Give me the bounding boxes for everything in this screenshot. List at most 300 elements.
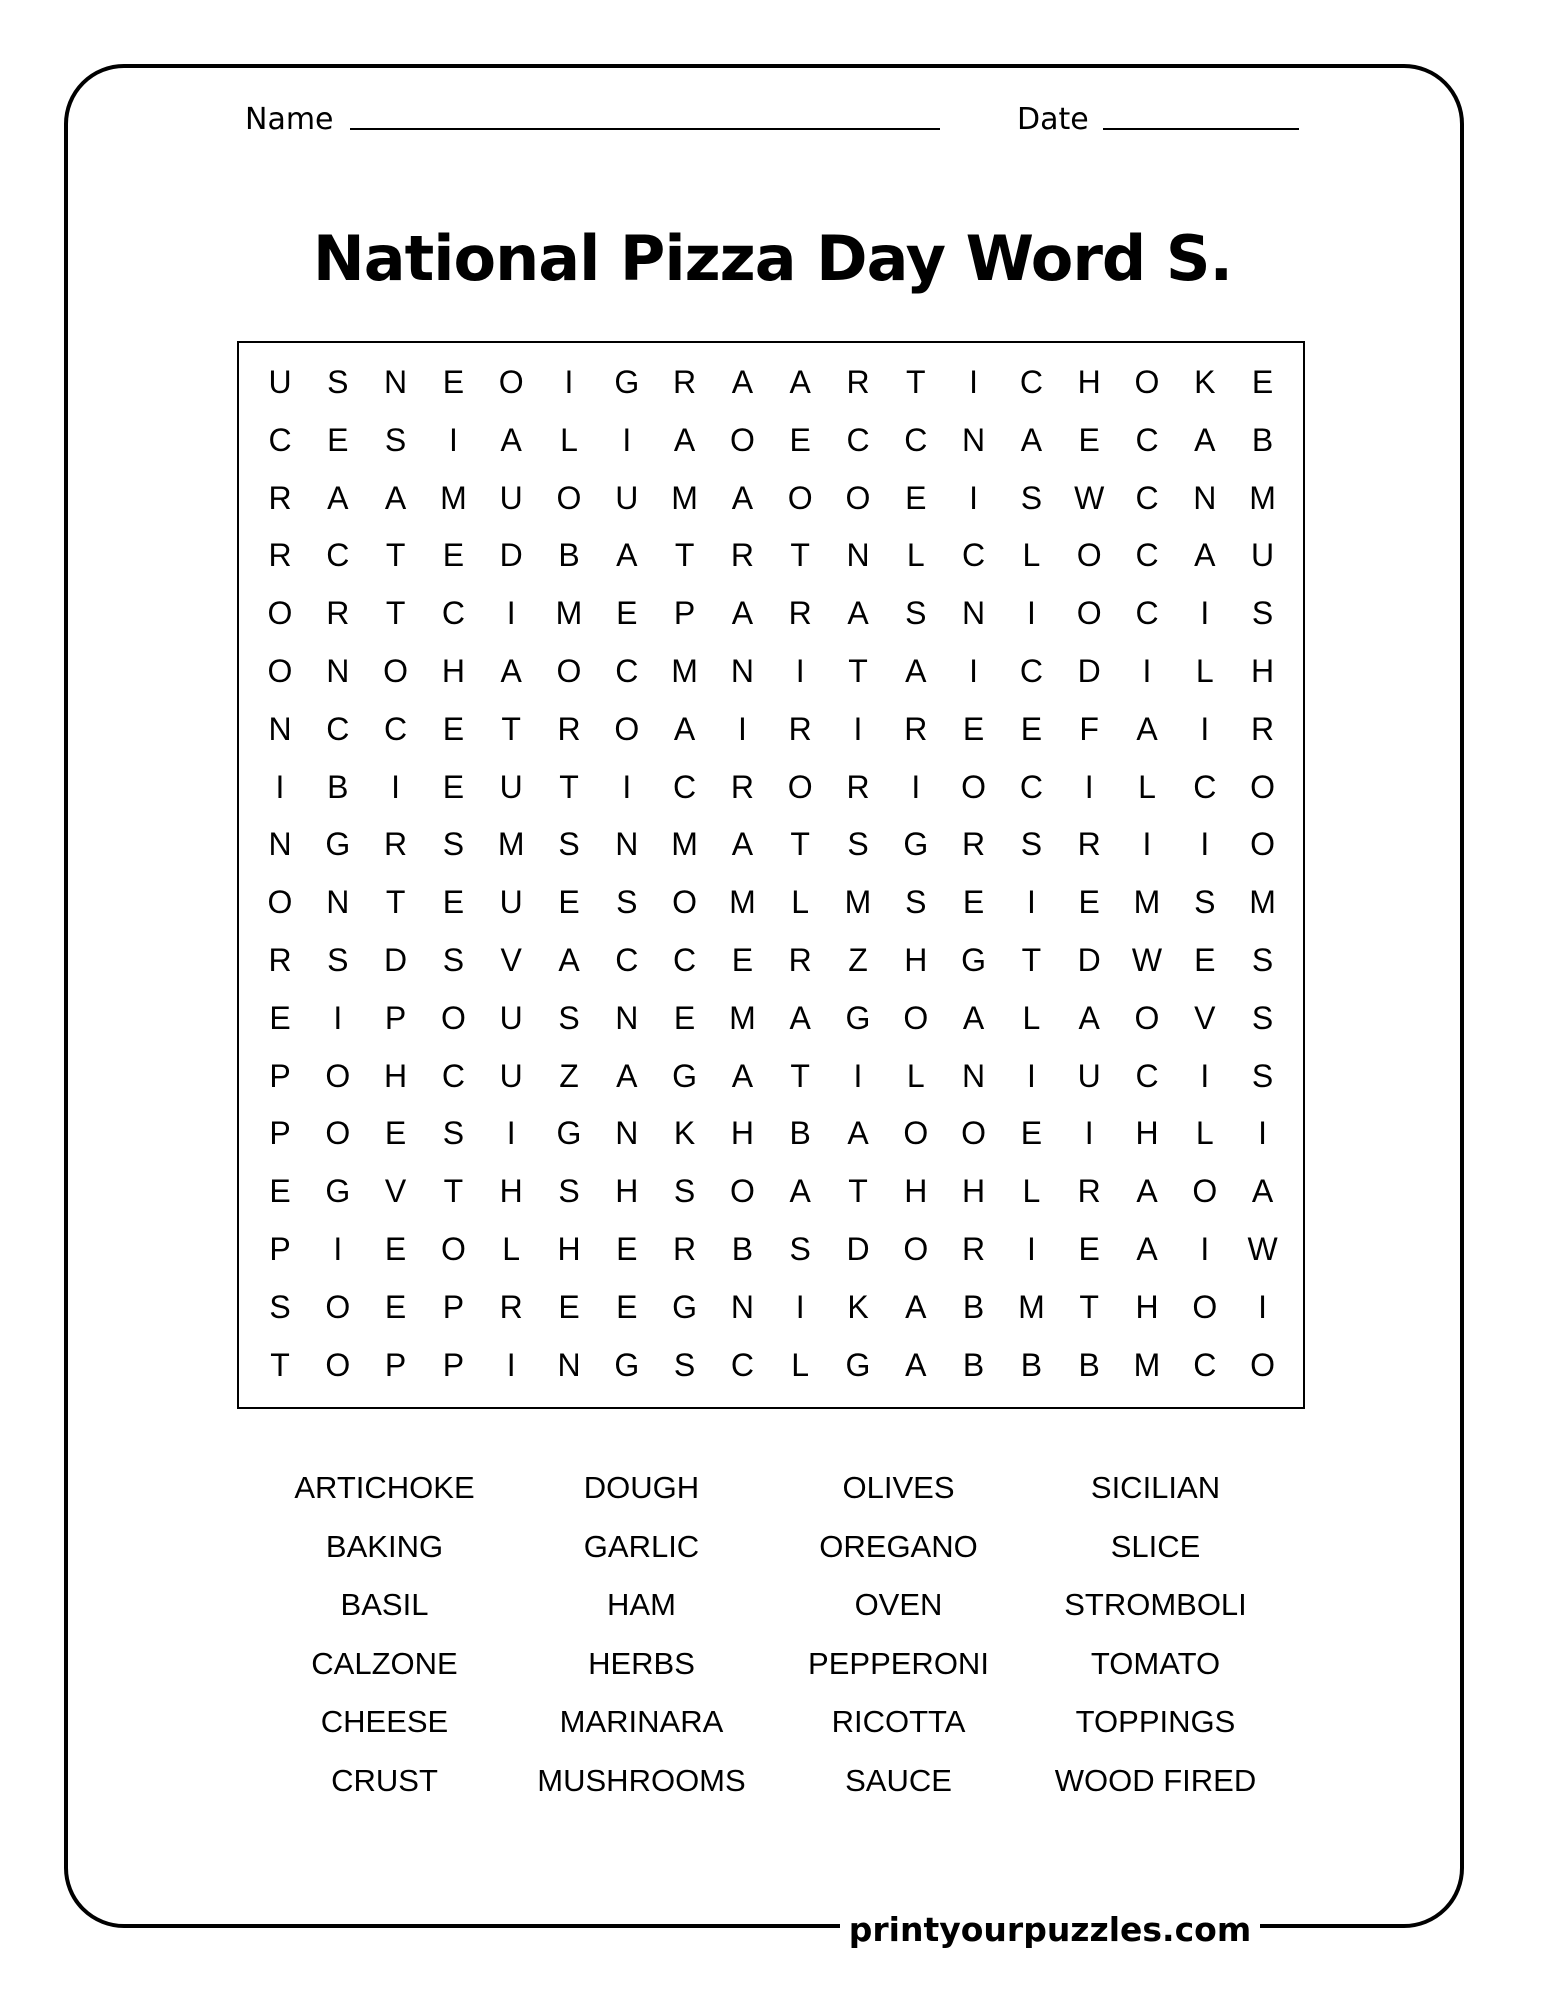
grid-letter: O xyxy=(787,768,813,805)
grid-letter: R xyxy=(673,364,697,400)
grid-letter: D xyxy=(846,1231,870,1267)
grid-letter: A xyxy=(789,1173,811,1210)
grid-letter: O xyxy=(325,1115,351,1152)
grid-letter: I xyxy=(1200,595,1210,632)
grid-letter: A xyxy=(731,364,754,400)
grid-letter: M xyxy=(671,479,698,516)
grid-letter: D xyxy=(1077,942,1101,978)
grid-letter: S xyxy=(558,826,580,863)
grid-letter: E xyxy=(384,1288,407,1325)
grid-letter: I xyxy=(333,999,343,1036)
grid-letter: C xyxy=(441,1057,465,1094)
grid-letter: O xyxy=(672,884,698,921)
grid-letter: H xyxy=(1077,364,1101,400)
grid-letter: I xyxy=(911,768,921,805)
grid-letter: E xyxy=(558,884,580,921)
grid-letter: M xyxy=(555,595,583,632)
grid-letter: D xyxy=(499,537,523,574)
grid-letter: M xyxy=(671,826,698,863)
grid-letter: C xyxy=(1135,537,1159,574)
grid-letter: R xyxy=(268,942,292,978)
grid-row xyxy=(239,1162,1303,1220)
grid-letter: Z xyxy=(848,942,868,978)
word-list-item: TOPPINGS xyxy=(1075,1704,1236,1739)
grid-letter: R xyxy=(384,826,408,863)
grid-letter: L xyxy=(502,1231,521,1267)
grid-letter: A xyxy=(731,1057,754,1094)
word-list-item: CHEESE xyxy=(320,1704,449,1739)
grid-letter: H xyxy=(1251,653,1275,689)
word-list-item: RICOTTA xyxy=(831,1704,966,1739)
grid-letter: S xyxy=(1020,826,1043,863)
grid-letter: B xyxy=(962,1288,985,1325)
grid-letter: A xyxy=(847,1115,869,1152)
grid-letter: C xyxy=(1135,421,1159,458)
grid-letter: M xyxy=(671,653,698,689)
grid-letter: A xyxy=(962,999,985,1036)
grid-letter: E xyxy=(442,537,465,574)
grid-letter: U xyxy=(1077,1057,1101,1094)
grid-letter: I xyxy=(1258,1288,1268,1325)
grid-letter: L xyxy=(1022,1173,1041,1210)
grid-letter: H xyxy=(441,653,465,689)
grid-letter: I xyxy=(391,768,401,805)
grid-letter: A xyxy=(731,595,754,632)
grid-letter: O xyxy=(1134,364,1160,400)
grid-letter: I xyxy=(333,1231,343,1267)
grid-letter: V xyxy=(384,1173,407,1210)
grid-letter: I xyxy=(506,1346,516,1383)
grid-letter: R xyxy=(268,537,292,574)
grid-letter: N xyxy=(1193,479,1217,516)
grid-letter: O xyxy=(961,1115,987,1152)
grid-letter: R xyxy=(1251,710,1275,747)
grid-letter: R xyxy=(962,1231,986,1267)
grid-letter: S xyxy=(905,595,927,632)
grid-letter: N xyxy=(384,364,408,400)
grid-letter: E xyxy=(1020,1115,1043,1152)
grid-row xyxy=(239,584,1303,642)
grid-letter: E xyxy=(1078,1231,1100,1267)
grid-letter: H xyxy=(557,1231,581,1267)
grid-letter: S xyxy=(1251,942,1274,978)
grid-letter: N xyxy=(962,421,986,458)
grid-letter: C xyxy=(846,421,870,458)
grid-letter: O xyxy=(729,421,755,458)
grid-letter: P xyxy=(442,1346,465,1383)
grid-letter: E xyxy=(616,1288,638,1325)
grid-letter: N xyxy=(846,537,870,574)
word-list-item: DOUGH xyxy=(583,1470,700,1505)
grid-letter: S xyxy=(1194,884,1216,921)
grid-letter: N xyxy=(326,653,350,689)
grid-letter: T xyxy=(674,537,695,574)
grid-letter: R xyxy=(499,1288,523,1325)
grid-letter: E xyxy=(616,1231,638,1267)
grid-letter: S xyxy=(847,826,869,863)
grid-letter: R xyxy=(730,537,754,574)
grid-letter: R xyxy=(788,710,812,747)
grid-letter: N xyxy=(962,595,986,632)
grid-letter: A xyxy=(384,479,407,516)
name-label: Name xyxy=(245,102,334,137)
grid-row xyxy=(239,815,1303,873)
grid-letter: L xyxy=(1195,1115,1214,1152)
grid-letter: A xyxy=(789,364,811,400)
grid-letter: S xyxy=(1251,1057,1274,1094)
grid-letter: T xyxy=(559,768,579,805)
date-line xyxy=(1103,128,1299,130)
grid-letter: H xyxy=(962,1173,986,1210)
grid-letter: S xyxy=(673,1173,696,1210)
grid-letter: S xyxy=(384,421,407,458)
word-list-item: MARINARA xyxy=(559,1704,724,1739)
grid-letter: E xyxy=(1078,421,1100,458)
grid-letter: A xyxy=(731,479,754,516)
word-list xyxy=(256,1470,1286,1820)
grid-letter: I xyxy=(1258,1115,1268,1152)
grid-letter: O xyxy=(325,1288,351,1325)
grid-letter: N xyxy=(730,1288,754,1325)
grid-letter: P xyxy=(384,999,407,1036)
grid-letter: O xyxy=(903,1231,929,1267)
grid-letter: T xyxy=(443,1173,464,1210)
grid-letter: O xyxy=(267,653,293,689)
grid-letter: O xyxy=(498,364,524,400)
grid-letter: I xyxy=(853,710,863,747)
grid-letter: N xyxy=(615,826,639,863)
grid-letter: P xyxy=(673,595,696,632)
grid-letter: A xyxy=(558,942,580,978)
grid-letter: C xyxy=(730,1346,754,1383)
grid-letter: S xyxy=(269,1288,291,1325)
grid-letter: I xyxy=(564,364,574,400)
grid-letter: N xyxy=(557,1346,581,1383)
grid-letter: C xyxy=(904,421,928,458)
grid-letter: I xyxy=(622,421,632,458)
grid-letter: I xyxy=(853,1057,863,1094)
grid-letter: E xyxy=(442,364,465,400)
grid-letter: R xyxy=(788,942,812,978)
grid-letter: F xyxy=(1079,710,1099,747)
grid-letter: V xyxy=(1194,999,1216,1036)
grid-letter: I xyxy=(1084,1115,1094,1152)
grid-letter: L xyxy=(791,1346,810,1383)
grid-letter: A xyxy=(1078,999,1100,1036)
word-list-item: CRUST xyxy=(331,1762,438,1798)
grid-letter: I xyxy=(506,1115,516,1152)
word-list-item: SLICE xyxy=(1110,1528,1201,1564)
grid-letter: O xyxy=(383,653,409,689)
grid-letter: I xyxy=(1200,1231,1210,1267)
grid-letter: I xyxy=(969,653,979,689)
grid-letter: C xyxy=(326,537,350,574)
grid-letter: W xyxy=(1131,942,1163,978)
grid-letter: O xyxy=(845,479,871,516)
grid-letter: C xyxy=(441,595,465,632)
grid-letter: I xyxy=(448,421,458,458)
grid-letter: U xyxy=(499,884,523,921)
grid-letter: N xyxy=(326,884,350,921)
grid-letter: O xyxy=(267,595,293,632)
grid-letter: C xyxy=(1193,1346,1217,1383)
word-list-item: HERBS xyxy=(588,1645,695,1681)
date-label: Date xyxy=(1017,102,1089,137)
word-list-item: MUSHROOMS xyxy=(537,1762,746,1798)
grid-letter: W xyxy=(1074,479,1105,516)
grid-row xyxy=(239,411,1303,469)
grid-letter: L xyxy=(1022,999,1041,1036)
word-list-item: OVEN xyxy=(854,1587,943,1622)
grid-letter: L xyxy=(560,421,578,458)
grid-letter: E xyxy=(1078,884,1100,921)
grid-letter: T xyxy=(1079,1288,1099,1325)
grid-letter: E xyxy=(1020,710,1043,747)
grid-letter: H xyxy=(499,1173,523,1210)
grid-letter: H xyxy=(904,1173,928,1210)
word-list-item: BASIL xyxy=(340,1587,429,1622)
grid-letter: S xyxy=(442,826,465,863)
grid-letter: B xyxy=(1078,1346,1100,1383)
grid-letter: V xyxy=(500,942,522,978)
grid-letter: I xyxy=(622,768,632,805)
grid-letter: T xyxy=(906,364,926,400)
grid-letter: K xyxy=(847,1288,869,1325)
grid-letter: E xyxy=(673,999,696,1036)
grid-letter: E xyxy=(962,710,985,747)
grid-letter: S xyxy=(558,1173,580,1210)
grid-letter: C xyxy=(1019,768,1043,805)
grid-letter: H xyxy=(615,1173,639,1210)
grid-letter: M xyxy=(729,999,756,1036)
grid-letter: R xyxy=(788,595,812,632)
grid-letter: N xyxy=(962,1057,986,1094)
grid-letter: A xyxy=(673,421,696,458)
grid-letter: N xyxy=(615,999,639,1036)
grid-letter: A xyxy=(905,1288,927,1325)
grid-letter: I xyxy=(737,710,747,747)
grid-letter: T xyxy=(385,537,406,574)
grid-letter: U xyxy=(268,364,292,400)
grid-letter: U xyxy=(1251,537,1275,574)
grid-letter: A xyxy=(327,479,349,516)
grid-letter: Z xyxy=(559,1057,579,1094)
grid-letter: O xyxy=(903,999,929,1036)
grid-letter: A xyxy=(789,999,811,1036)
grid-letter: C xyxy=(673,768,697,805)
grid-letter: N xyxy=(615,1115,639,1152)
grid-row xyxy=(239,469,1303,527)
grid-letter: C xyxy=(1019,653,1043,689)
grid-letter: T xyxy=(1021,942,1042,978)
grid-letter: A xyxy=(500,421,522,458)
grid-letter: E xyxy=(616,595,638,632)
grid-letter: R xyxy=(1077,1173,1101,1210)
grid-letter: A xyxy=(1020,421,1043,458)
grid-letter: T xyxy=(790,826,810,863)
grid-letter: B xyxy=(962,1346,985,1383)
grid-letter: B xyxy=(1020,1346,1043,1383)
grid-letter: N xyxy=(730,653,754,689)
grid-letter: I xyxy=(1200,1057,1210,1094)
grid-letter: C xyxy=(673,942,697,978)
word-list-item: CALZONE xyxy=(311,1645,458,1681)
grid-letter: S xyxy=(789,1231,811,1267)
grid-letter: A xyxy=(616,537,638,574)
grid-letter: B xyxy=(558,537,580,574)
word-list-item: GARLIC xyxy=(583,1528,700,1564)
grid-letter: O xyxy=(267,884,293,921)
word-list-item: SICILIAN xyxy=(1090,1470,1221,1505)
grid-letter: S xyxy=(616,884,638,921)
grid-letter: B xyxy=(789,1115,811,1152)
word-list-item: BAKING xyxy=(325,1528,444,1564)
grid-letter: W xyxy=(1247,1231,1278,1267)
grid-letter: K xyxy=(673,1115,696,1152)
grid-letter: I xyxy=(795,653,805,689)
grid-letter: R xyxy=(730,768,754,805)
grid-letter: A xyxy=(905,653,927,689)
grid-letter: O xyxy=(961,768,987,805)
grid-letter: L xyxy=(906,1057,925,1094)
grid-letter: S xyxy=(673,1346,696,1383)
grid-letter: O xyxy=(325,1057,351,1094)
grid-letter: M xyxy=(844,884,872,921)
grid-letter: A xyxy=(500,653,522,689)
word-list-item: STROMBOLI xyxy=(1064,1587,1247,1622)
grid-letter: M xyxy=(1249,884,1276,921)
word-search-grid xyxy=(237,341,1305,1409)
word-list-item: OREGANO xyxy=(819,1528,978,1564)
grid-letter: O xyxy=(787,479,813,516)
grid-letter: O xyxy=(325,1346,351,1383)
grid-letter: I xyxy=(795,1288,805,1325)
grid-letter: S xyxy=(1251,595,1274,632)
grid-letter: G xyxy=(325,826,351,863)
grid-letter: S xyxy=(1020,479,1043,516)
grid-letter: O xyxy=(1076,595,1102,632)
grid-letter: C xyxy=(1193,768,1217,805)
grid-letter: H xyxy=(384,1057,408,1094)
grid-letter: G xyxy=(672,1057,698,1094)
grid-row xyxy=(239,1220,1303,1278)
grid-letter: L xyxy=(1022,537,1041,574)
grid-letter: S xyxy=(558,999,580,1036)
grid-letter: I xyxy=(1026,1231,1036,1267)
page-title: National Pizza Day Word S. xyxy=(312,222,1233,295)
grid-letter: H xyxy=(904,942,928,978)
grid-letter: R xyxy=(962,826,986,863)
grid-letter: I xyxy=(1200,710,1210,747)
grid-row xyxy=(239,1336,1303,1394)
grid-letter: U xyxy=(499,768,523,805)
grid-letter: R xyxy=(846,364,870,400)
grid-letter: S xyxy=(905,884,927,921)
grid-letter: H xyxy=(1135,1115,1159,1152)
grid-letter: I xyxy=(969,364,979,400)
grid-letter: E xyxy=(789,421,811,458)
grid-letter: R xyxy=(846,768,870,805)
grid-letter: E xyxy=(1194,942,1216,978)
grid-row xyxy=(239,1047,1303,1105)
word-list-item: WOOD FIRED xyxy=(1054,1762,1257,1798)
grid-letter: M xyxy=(729,884,756,921)
grid-letter: A xyxy=(847,595,869,632)
grid-letter: U xyxy=(499,479,523,516)
grid-letter: C xyxy=(1135,1057,1159,1094)
grid-letter: M xyxy=(1133,1346,1161,1383)
grid-letter: M xyxy=(497,826,525,863)
grid-letter: S xyxy=(327,942,349,978)
grid-letter: N xyxy=(268,710,292,747)
grid-letter: O xyxy=(903,1115,929,1152)
word-list-item: ARTICHOKE xyxy=(294,1470,475,1505)
grid-row xyxy=(239,700,1303,758)
grid-letter: P xyxy=(269,1115,291,1152)
grid-letter: A xyxy=(905,1346,927,1383)
grid-letter: R xyxy=(673,1231,697,1267)
grid-row xyxy=(239,353,1303,411)
grid-letter: P xyxy=(269,1057,291,1094)
grid-letter: O xyxy=(1076,537,1102,574)
grid-letter: U xyxy=(499,1057,523,1094)
word-list-item: PEPPERONI xyxy=(808,1645,989,1681)
grid-row xyxy=(239,1104,1303,1162)
grid-letter: G xyxy=(325,1173,351,1210)
grid-letter: I xyxy=(506,595,516,632)
grid-letter: A xyxy=(731,826,754,863)
grid-letter: A xyxy=(1136,1173,1158,1210)
grid-letter: E xyxy=(1251,364,1274,400)
grid-letter: R xyxy=(1077,826,1101,863)
grid-letter: B xyxy=(731,1231,754,1267)
grid-letter: T xyxy=(790,537,810,574)
grid-letter: O xyxy=(556,653,582,689)
grid-letter: O xyxy=(1192,1288,1218,1325)
grid-letter: E xyxy=(327,421,349,458)
grid-letter: T xyxy=(270,1346,290,1383)
grid-letter: C xyxy=(1135,595,1159,632)
grid-letter: B xyxy=(1251,421,1274,458)
grid-letter: E xyxy=(442,710,465,747)
grid-letter: E xyxy=(384,1115,407,1152)
grid-letter: M xyxy=(1249,479,1276,516)
grid-row xyxy=(239,758,1303,816)
grid-letter: O xyxy=(440,1231,466,1267)
grid-row xyxy=(239,526,1303,584)
grid-letter: C xyxy=(268,421,292,458)
grid-letter: C xyxy=(1135,479,1159,516)
grid-letter: L xyxy=(1138,768,1156,805)
grid-letter: E xyxy=(442,768,465,805)
grid-letter: O xyxy=(729,1173,755,1210)
grid-letter: P xyxy=(269,1231,291,1267)
grid-letter: E xyxy=(558,1288,580,1325)
grid-letter: B xyxy=(327,768,349,805)
word-list-item: HAM xyxy=(607,1587,676,1622)
grid-letter: O xyxy=(1250,826,1276,863)
grid-row xyxy=(239,931,1303,989)
grid-letter: I xyxy=(1142,653,1152,689)
grid-letter: I xyxy=(1142,826,1152,863)
grid-letter: T xyxy=(501,710,521,747)
grid-letter: I xyxy=(1026,1057,1036,1094)
grid-letter: E xyxy=(269,999,291,1036)
grid-letter: A xyxy=(1194,537,1216,574)
grid-letter: T xyxy=(790,1057,810,1094)
word-list-item: SAUCE xyxy=(845,1762,952,1798)
footer-site: printyourpuzzles.com xyxy=(848,1910,1252,1949)
